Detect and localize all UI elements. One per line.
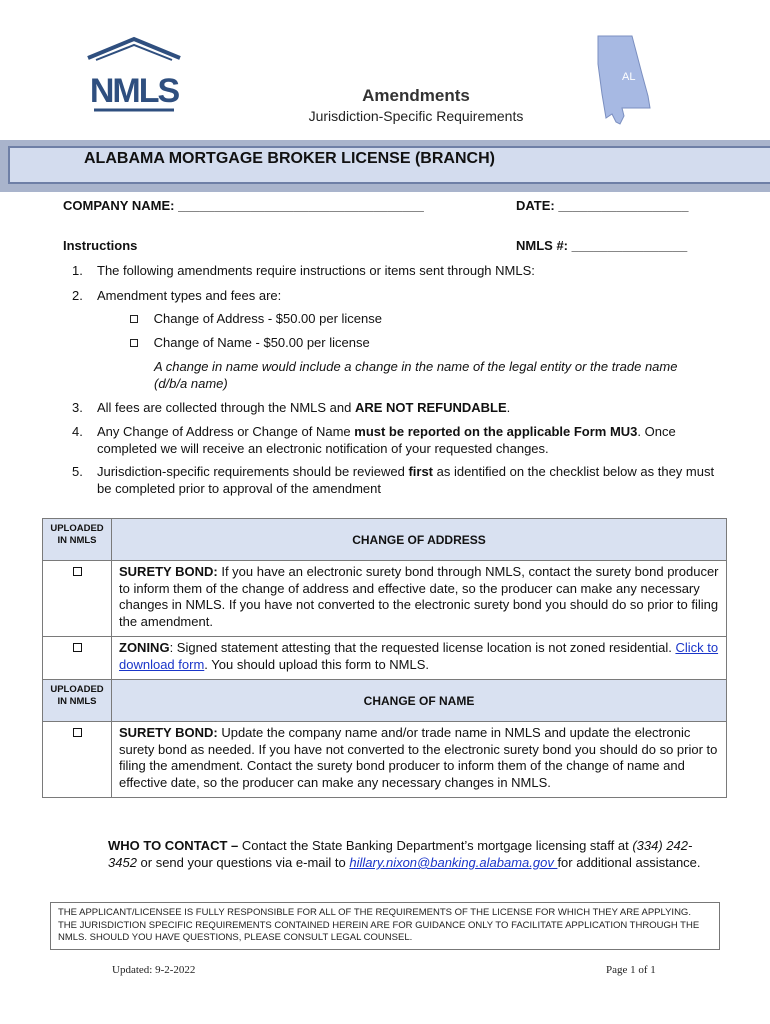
section-title-name: CHANGE OF NAME <box>112 680 727 722</box>
fee-item-name: Change of Name - $50.00 per license <box>130 334 370 351</box>
uploaded-label: UPLOADED IN NMLS <box>43 519 112 561</box>
table-row <box>43 561 727 637</box>
contact-email-link[interactable]: hillary.nixon@banking.alabama.gov <box>349 855 558 870</box>
bullet-square-icon <box>130 315 138 323</box>
nmls-number-field: NMLS #: ________________ <box>516 238 688 253</box>
license-banner <box>0 140 770 192</box>
instructions-heading: Instructions <box>63 238 138 253</box>
checkbox-surety-name[interactable] <box>73 728 82 737</box>
table-row <box>43 637 727 680</box>
surety-bond-address-text: SURETY BOND: If you have an electronic surety bond through NMLS, contact the surety bond producer to inform them of the change of address and effective date, so the producer can make any necessary changes in NMLS. If you have not converted to the electronic surety bond you should do so prior to filing the amendment. <box>112 561 727 637</box>
bullet-square-icon <box>130 339 138 347</box>
download-form-link[interactable]: Click to download form <box>119 640 719 672</box>
updated-date: Updated: 9-2-2022 <box>112 964 196 976</box>
contact-section: WHO TO CONTACT – Contact the State Banking Department’s mortgage licensing staff at (334) 242-3452 or send your questions via e-mail to hillary.nixon@banking.alabama.gov for additional assistance. <box>108 838 701 870</box>
license-title: ALABAMA MORTGAGE BROKER LICENSE (BRANCH) <box>84 150 495 167</box>
section-header-name <box>43 680 727 722</box>
nmls-logo <box>84 36 184 114</box>
checkbox-surety-address[interactable] <box>73 567 82 576</box>
fee-item-address: Change of Address - $50.00 per license <box>130 310 382 327</box>
date-field: DATE: __________________ <box>516 198 689 213</box>
company-name-field: COMPANY NAME: __________________________________ <box>63 198 424 213</box>
page-title: Amendments <box>362 86 470 105</box>
state-abbr: AL <box>622 71 636 83</box>
requirements-checklist <box>42 518 727 798</box>
page-number: Page 1 of 1 <box>606 964 656 976</box>
surety-bond-name-text: SURETY BOND: Update the company name and/or trade name in NMLS and update the electronic surety bond as needed. If you have not converted to the electronic surety bond you should do so prior to filing the amendment. Contact the surety bond producer to inform them of the change of name and effective date, so the producer can make any necessary changes in NMLS. <box>112 722 727 798</box>
page-subtitle: Jurisdiction-Specific Requirements <box>308 108 524 124</box>
section-title-address: CHANGE OF ADDRESS <box>112 519 727 561</box>
uploaded-label: UPLOADED IN NMLS <box>43 680 112 722</box>
name-change-note: A change in name would include a change in the name of the legal entity or the trade name (d/b/a name) <box>154 359 678 391</box>
logo-text: NMLS <box>89 72 179 110</box>
table-row <box>43 722 727 798</box>
checkbox-zoning[interactable] <box>73 643 82 652</box>
section-header-address <box>43 519 727 561</box>
zoning-text: ZONING: Signed statement attesting that the requested license location is not zoned residential. Click to download form. You should upload this form to NMLS. <box>112 637 727 680</box>
disclaimer-box: THE APPLICANT/LICENSEE IS FULLY RESPONSIBLE FOR ALL OF THE REQUIREMENTS OF THE LICENSE FOR WHICH THEY ARE APPLYING. THE JURISDICTION SPECIFIC REQUIREMENTS CONTAINED HEREIN ARE FOR GUIDANCE ONLY TO FACILITATE APPLICATION THROUGH THE NMLS. SHOULD YOU HAVE QUESTIONS, PLEASE CONSULT LEGAL COUNSEL. <box>50 902 720 950</box>
